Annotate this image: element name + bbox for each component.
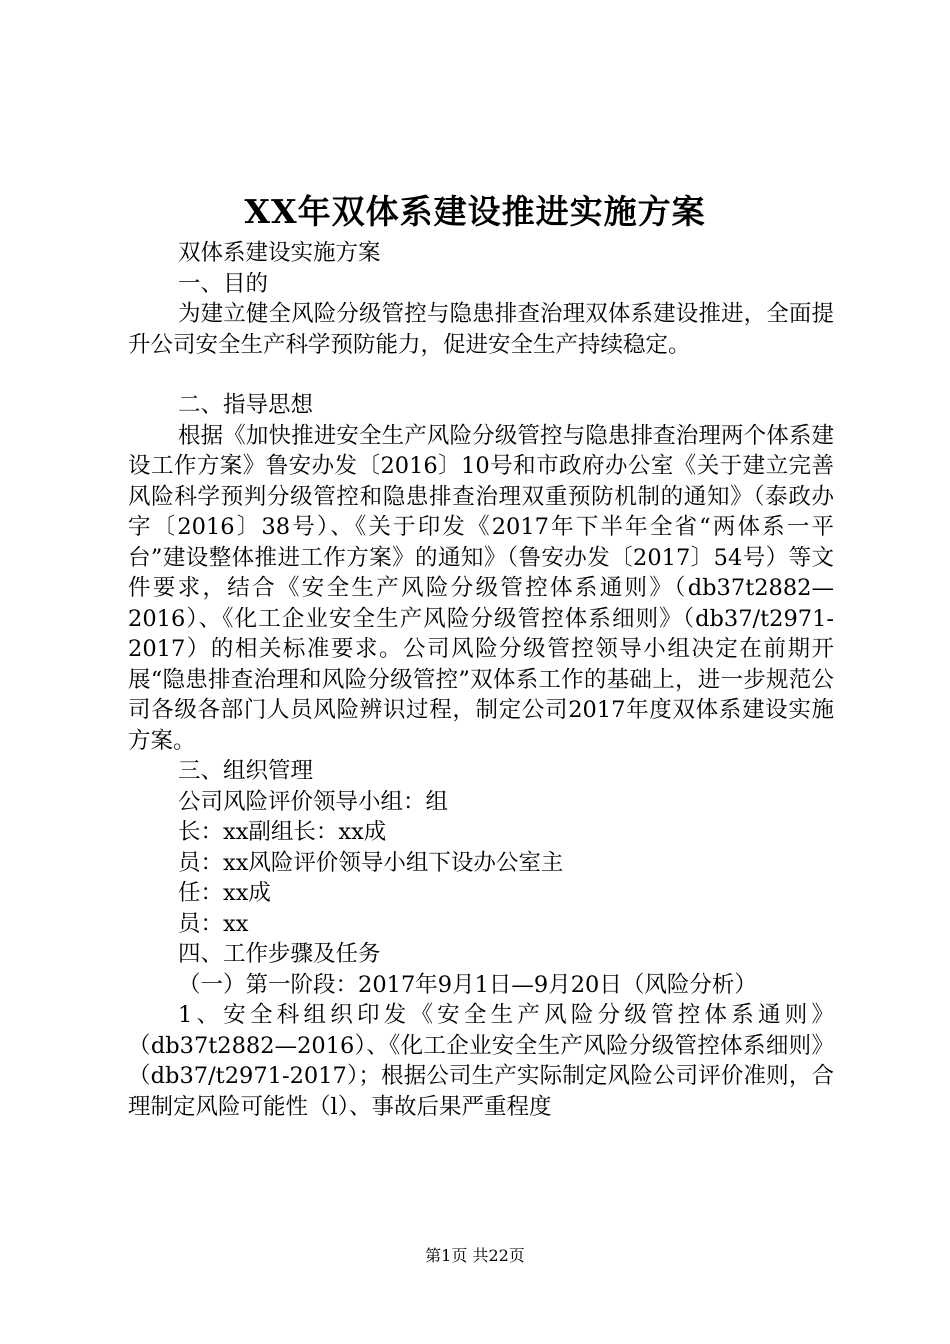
paragraph-org-line-3: 员：xx风险评价领导小组下设办公室主: [178, 849, 564, 876]
page-footer: 第1页 共22页: [425, 1246, 525, 1265]
paragraph-step-1: 1、安全科组织印发《安全生产风险分级管控体系通则》（db37t2882—2016）、《化工企业安全生产风险分级管控体系细则》（db37/t2971-2017）；根据公司生产实际制定风险公司评价准则，合理制定风险可能性（l）、事故后果严重程度: [128, 1002, 834, 1120]
document-title: XX年双体系建设推进实施方案: [244, 192, 706, 231]
section-heading-organization: 三、组织管理: [178, 758, 314, 784]
paragraph-subtitle: 双体系建设实施方案: [178, 240, 381, 266]
paragraph-stage-one: （一）第一阶段：2017年9月1日—9月20日（风险分析）: [178, 971, 757, 998]
paragraph-org-line-1: 公司风险评价领导小组：组: [178, 788, 449, 815]
paragraph-spacer: [128, 360, 834, 390]
paragraph-guiding-idea: 根据《加快推进安全生产风险分级管控与隐患排查治理两个体系建设工作方案》鲁安办发〔2016〕10号和市政府办公室《关于建立完善风险科学预判分级管控和隐患排查治理双重预防机制的通知》（泰政办字〔2016〕38号）、《关于印发《2017年下半年全省“两体系一平台”建设整体推进工作方案》的通知》（鲁安办发〔2017〕54号）等文件要求，结合《安全生产风险分级管控体系通则》（db37t2882—2016）、《化工企业安全生产风险分级管控体系细则》（db37/t2971-2017）的相关标准要求。公司风险分级管控领导小组决定在前期开展“隐患排查治理和风险分级管控”双体系工作的基础上，进一步规范公司各级各部门人员风险辨识过程，制定公司2017年度双体系建设实施方案。: [128, 422, 834, 754]
document-body: [128, 238, 834, 1122]
paragraph-org-line-4: 任：xx成: [178, 880, 271, 906]
paragraph-org-line-2: 长：xx副组长：xx成: [178, 819, 387, 845]
paragraph-org-line-5: 员：xx: [178, 910, 249, 937]
section-heading-guiding-idea: 二、指导思想: [178, 392, 314, 418]
paragraph-purpose: 为建立健全风险分级管控与隐患排查治理双体系建设推进，全面提升公司安全生产科学预防能力，促进安全生产持续稳定。: [128, 301, 834, 358]
section-heading-work-steps: 四、工作步骤及任务: [178, 941, 381, 967]
section-heading-purpose: 一、目的: [178, 270, 269, 297]
